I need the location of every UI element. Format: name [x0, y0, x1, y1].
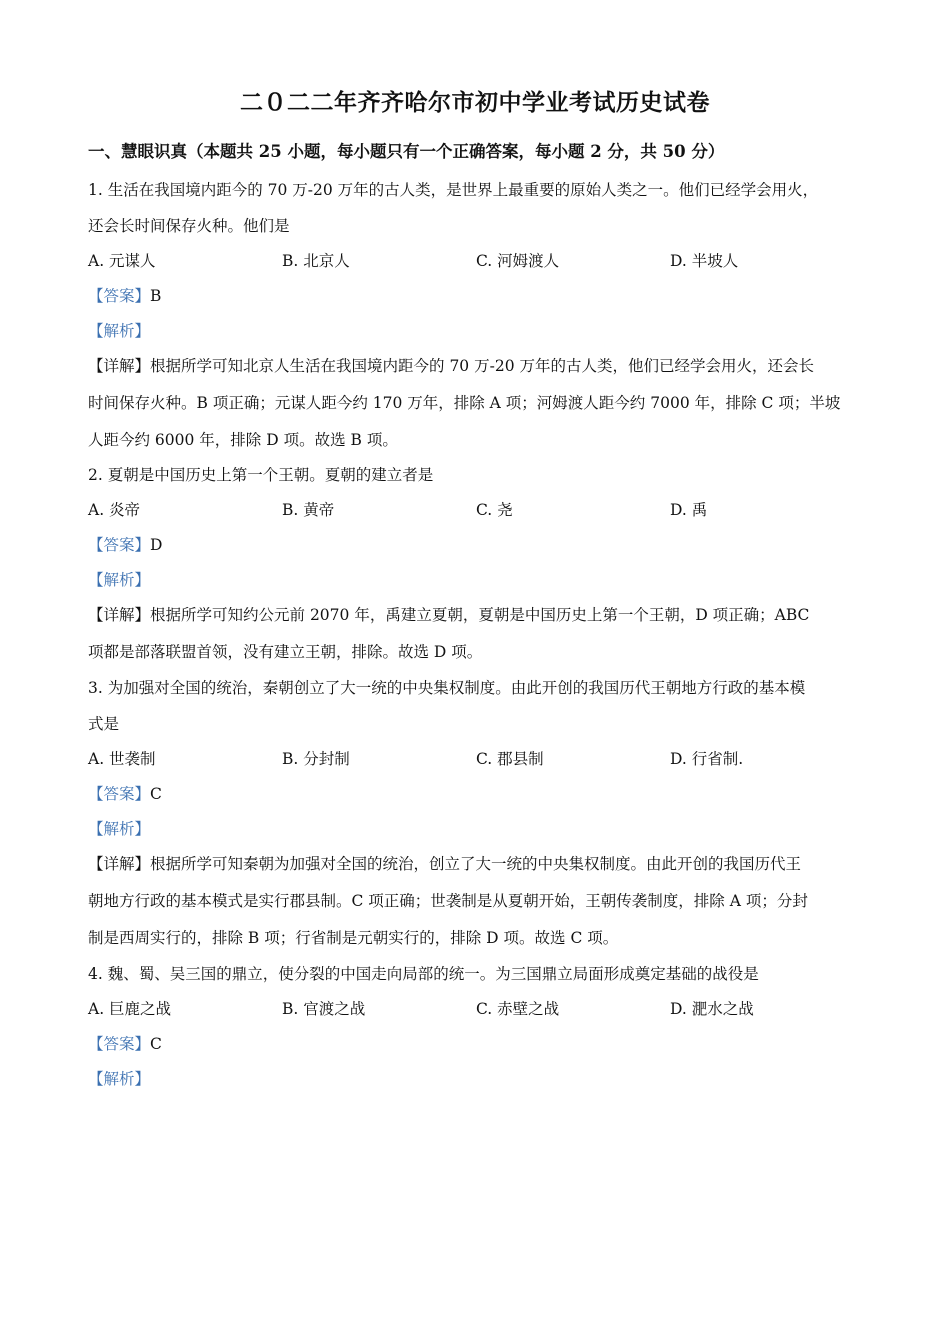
q1-detail-line-1	[88, 356, 868, 376]
q1-option-d: D. 半坡人	[670, 252, 739, 270]
q4-option-b: B. 官渡之战	[282, 1000, 366, 1018]
q1-detail-text-1: 根据所学可知北京人生活在我国境内距今的 70 万-20 万年的古人类，他们已经学会用火，还会长	[150, 357, 814, 375]
detail-label: 【详解】	[88, 606, 151, 624]
q4-answer-value: C	[150, 1035, 162, 1053]
q1-stem-line-1: 1. 生活在我国境内距今的 70 万-20 万年的古人类，是世界上最重要的原始人类之一。他们已经学会用火，	[88, 181, 819, 199]
q2-answer-value: D	[150, 536, 163, 554]
q2-analysis-label: 【解析】	[88, 571, 151, 589]
q2-detail-line-2: 项都是部落联盟首领，没有建立王朝，排除。故选 D 项。	[88, 643, 483, 661]
q4-answer	[88, 1034, 868, 1054]
q3-option-a: A. 世袭制	[88, 750, 156, 768]
answer-label: 【答案】	[88, 1035, 151, 1053]
q1-option-a: A. 元谋人	[88, 252, 156, 270]
q3-answer	[88, 784, 868, 804]
q4-option-c: C. 赤壁之战	[476, 1000, 560, 1018]
q3-detail-line-1	[88, 854, 868, 874]
q2-option-a: A. 炎帝	[88, 501, 141, 519]
q4-option-a: A. 巨鹿之战	[88, 1000, 172, 1018]
detail-label: 【详解】	[88, 357, 151, 375]
q1-stem-line-2: 还会长时间保存火种。他们是	[88, 217, 290, 235]
q3-option-b: B. 分封制	[282, 750, 350, 768]
q2-stem-line-1: 2. 夏朝是中国历史上第一个王朝。夏朝的建立者是	[88, 466, 434, 484]
q3-stem-line-2: 式是	[88, 715, 120, 733]
q2-detail-line-1	[88, 605, 868, 625]
q4-option-d: D. 淝水之战	[670, 1000, 754, 1018]
page-title: 二０二二年齐齐哈尔市初中学业考试历史试卷	[240, 89, 710, 116]
q3-answer-value: C	[150, 785, 162, 803]
q1-detail-line-2: 时间保存火种。B 项正确；元谋人距今约 170 万年，排除 A 项；河姆渡人距今约 7000 年，排除 C 项；半坡	[88, 394, 841, 412]
q2-option-b: B. 黄帝	[282, 501, 335, 519]
q3-detail-text-1: 根据所学可知秦朝为加强对全国的统治，创立了大一统的中央集权制度。由此开创的我国历代王	[150, 855, 802, 873]
answer-label: 【答案】	[88, 536, 151, 554]
q3-option-d: D. 行省制.	[670, 750, 744, 768]
q3-option-c: C. 郡县制	[476, 750, 544, 768]
section-heading: 一、慧眼识真（本题共 25 小题，每小题只有一个正确答案，每小题 2 分，共 50 分）	[88, 142, 725, 161]
q1-answer	[88, 286, 868, 306]
q2-answer	[88, 535, 868, 555]
q3-analysis-label: 【解析】	[88, 820, 151, 838]
q2-option-d: D. 禹	[670, 501, 708, 519]
q1-option-c: C. 河姆渡人	[476, 252, 560, 270]
q3-detail-line-3: 制是西周实行的，排除 B 项；行省制是元朝实行的，排除 D 项。故选 C 项。	[88, 929, 619, 947]
q2-detail-text-1: 根据所学可知约公元前 2070 年，禹建立夏朝，夏朝是中国历史上第一个王朝，D 项正确；ABC	[150, 606, 810, 624]
q3-stem-line-1: 3. 为加强对全国的统治，秦朝创立了大一统的中央集权制度。由此开创的我国历代王朝地方行政的基本模	[88, 679, 806, 697]
answer-label: 【答案】	[88, 287, 151, 305]
detail-label: 【详解】	[88, 855, 151, 873]
q1-answer-value: B	[150, 287, 162, 305]
answer-label: 【答案】	[88, 785, 151, 803]
q4-analysis-label: 【解析】	[88, 1070, 151, 1088]
q3-detail-line-2: 朝地方行政的基本模式是实行郡县制。C 项正确；世袭制是从夏朝开始，王朝传袭制度，排除 A 项；分封	[88, 892, 808, 910]
q4-stem-line-1: 4. 魏、蜀、吴三国的鼎立，使分裂的中国走向局部的统一。为三国鼎立局面形成奠定基础的战役是	[88, 965, 759, 983]
q2-option-c: C. 尧	[476, 501, 513, 519]
q1-option-b: B. 北京人	[282, 252, 350, 270]
q1-analysis-label: 【解析】	[88, 322, 151, 340]
q1-detail-line-3: 人距今约 6000 年，排除 D 项。故选 B 项。	[88, 431, 398, 449]
